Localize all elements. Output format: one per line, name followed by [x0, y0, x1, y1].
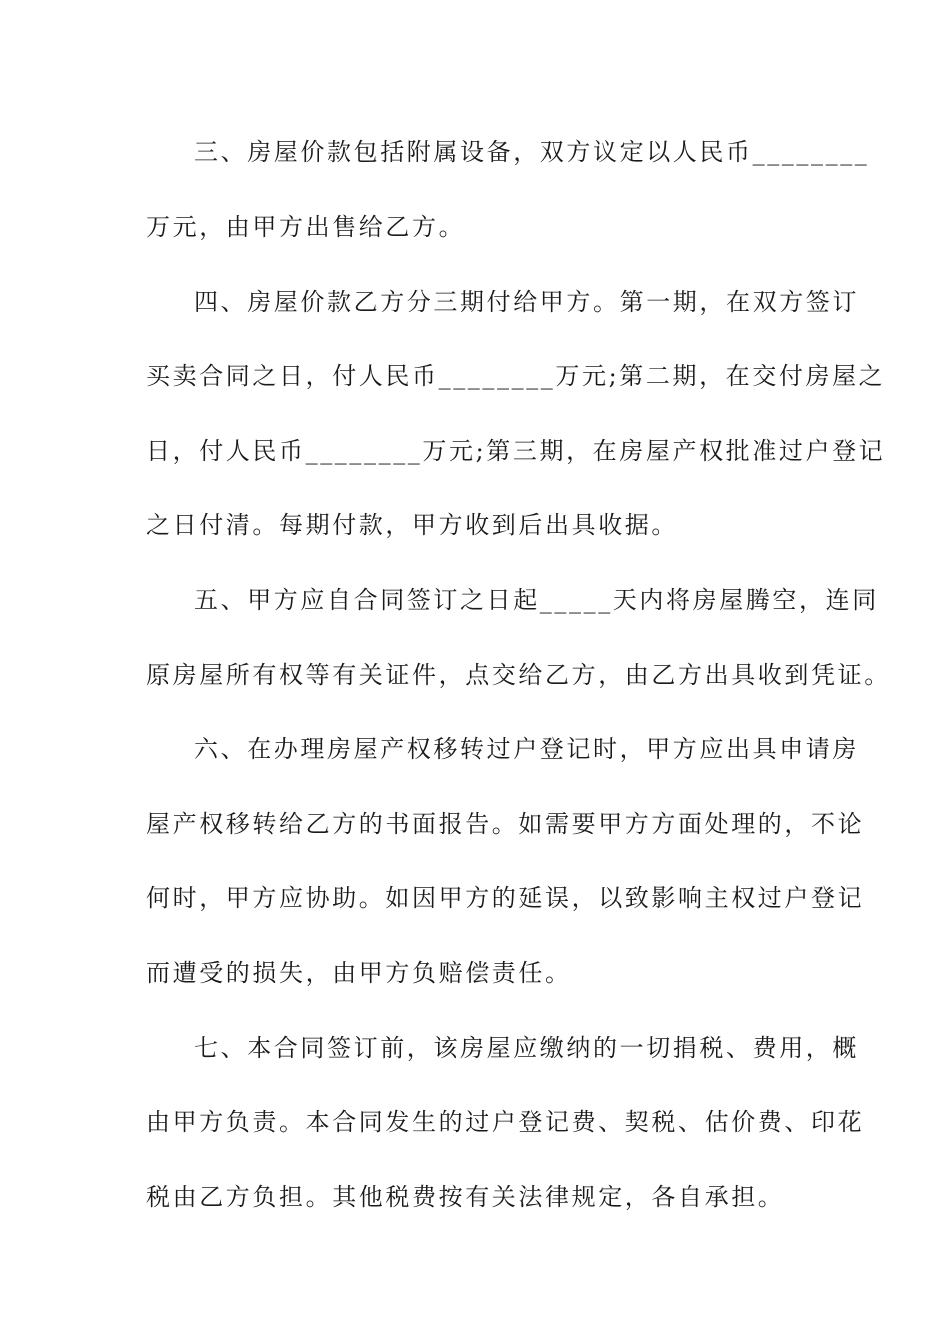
clause-3-line-2: 万元，由甲方出售给乙方。 [146, 213, 466, 241]
clause-7-line-3: 税由乙方负担。其他税费按有关法律规定，各自承担。 [146, 1183, 785, 1211]
clause-6-line-2: 屋产权移转给乙方的书面报告。如需要甲方方面处理的，不论 [146, 810, 865, 838]
clause-6-line-3: 何时，甲方应协助。如因甲方的延误，以致影响主权过户登记 [146, 884, 865, 912]
clause-5-line-1: 五、甲方应自合同签订之日起_____天内将房屋腾空，连同 [194, 586, 879, 614]
clause-4-line-1: 四、房屋价款乙方分三期付给甲方。第一期，在双方签订 [194, 288, 859, 316]
clause-4-line-4: 之日付清。每期付款，甲方收到后出具收据。 [146, 511, 678, 539]
clause-6-line-4: 而遭受的损失，由甲方负赔偿责任。 [146, 959, 572, 987]
clause-4-line-3: 日，付人民币________万元;第三期，在房屋产权批准过户登记 [146, 437, 886, 465]
clause-5-line-2: 原房屋所有权等有关证件，点交给乙方，由乙方出具收到凭证。 [146, 661, 891, 689]
clause-3-line-1: 三、房屋价款包括附属设备，双方议定以人民币________ [194, 138, 870, 166]
clause-7-line-2: 由甲方负责。本合同发生的过户登记费、契税、估价费、印花 [146, 1108, 865, 1136]
clause-4-line-2: 买卖合同之日，付人民币________万元;第二期，在交付房屋之 [146, 362, 886, 390]
clause-6-line-1: 六、在办理房屋产权移转过户登记时，甲方应出具申请房 [194, 735, 859, 763]
clause-7-line-1: 七、本合同签订前，该房屋应缴纳的一切捐税、费用，概 [194, 1034, 859, 1062]
